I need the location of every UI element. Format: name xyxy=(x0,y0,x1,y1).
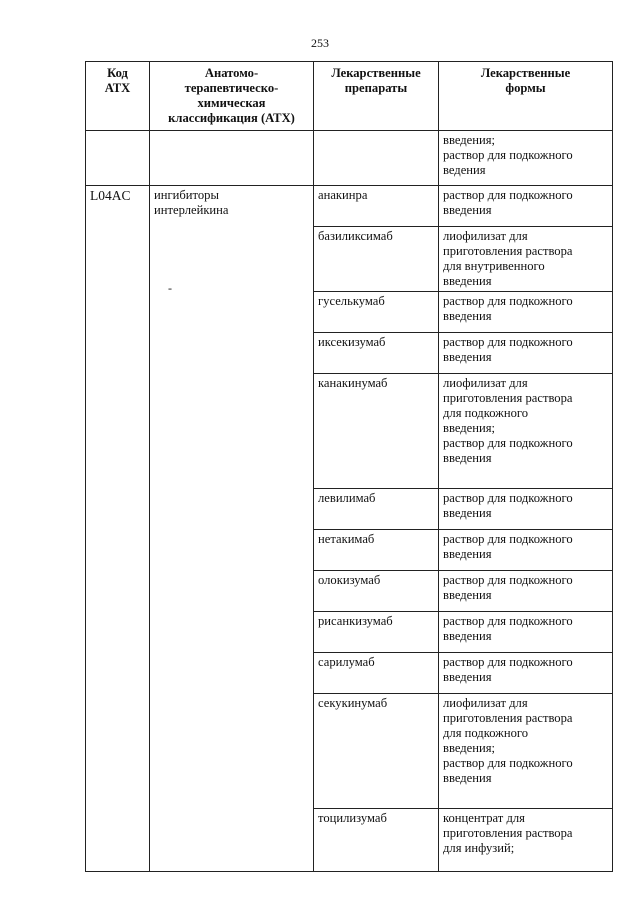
dosage-form: лиофилизат для приготовления раствора для внутривенного введения xyxy=(439,227,613,292)
table-header-row xyxy=(86,62,613,131)
drug-name: нетакимаб xyxy=(314,530,439,571)
dosage-form: раствор для подкожного введения xyxy=(439,571,613,612)
dosage-form: раствор для подкожного введения xyxy=(439,489,613,530)
continuation-classification xyxy=(150,131,314,186)
header-classification: Анатомо- терапевтическо- химическая классификация (АТХ) xyxy=(150,62,314,131)
continuation-form: введения; раствор для подкожного ведения xyxy=(439,131,613,186)
dosage-form: раствор для подкожного введения xyxy=(439,186,613,227)
atx-table xyxy=(85,61,613,872)
header-drugs: Лекарственные препараты xyxy=(314,62,439,131)
drug-name: сарилумаб xyxy=(314,653,439,694)
dash-mark: - xyxy=(168,281,172,295)
continuation-code xyxy=(86,131,150,186)
drug-name: анакинра xyxy=(314,186,439,227)
drug-name: иксекизумаб xyxy=(314,333,439,374)
dosage-form: концентрат для приготовления раствора для инфузий; xyxy=(439,809,613,872)
table-row xyxy=(86,186,613,227)
classification-text: ингибиторы интерлейкина xyxy=(154,188,229,217)
dosage-form: лиофилизат для приготовления раствора для подкожного введения; раствор для подкожного введения xyxy=(439,374,613,489)
drug-name: секукинумаб xyxy=(314,694,439,809)
drug-name: канакинумаб xyxy=(314,374,439,489)
dosage-form: раствор для подкожного введения xyxy=(439,292,613,333)
dosage-form: раствор для подкожного введения xyxy=(439,653,613,694)
dosage-form: лиофилизат для приготовления раствора для подкожного введения; раствор для подкожного введения xyxy=(439,694,613,809)
drug-name: тоцилизумаб xyxy=(314,809,439,872)
header-code: Код АТХ xyxy=(86,62,150,131)
atx-classification xyxy=(150,186,314,872)
atx-code: L04AC xyxy=(86,186,150,872)
dosage-form: раствор для подкожного введения xyxy=(439,333,613,374)
continuation-row xyxy=(86,131,613,186)
continuation-drug xyxy=(314,131,439,186)
drug-name: рисанкизумаб xyxy=(314,612,439,653)
drug-name: базиликсимаб xyxy=(314,227,439,292)
header-forms: Лекарственные формы xyxy=(439,62,613,131)
drug-name: левилимаб xyxy=(314,489,439,530)
drug-name: олокизумаб xyxy=(314,571,439,612)
dosage-form: раствор для подкожного введения xyxy=(439,530,613,571)
page-number: 253 xyxy=(311,36,329,50)
drug-name: гуселькумаб xyxy=(314,292,439,333)
dosage-form: раствор для подкожного введения xyxy=(439,612,613,653)
